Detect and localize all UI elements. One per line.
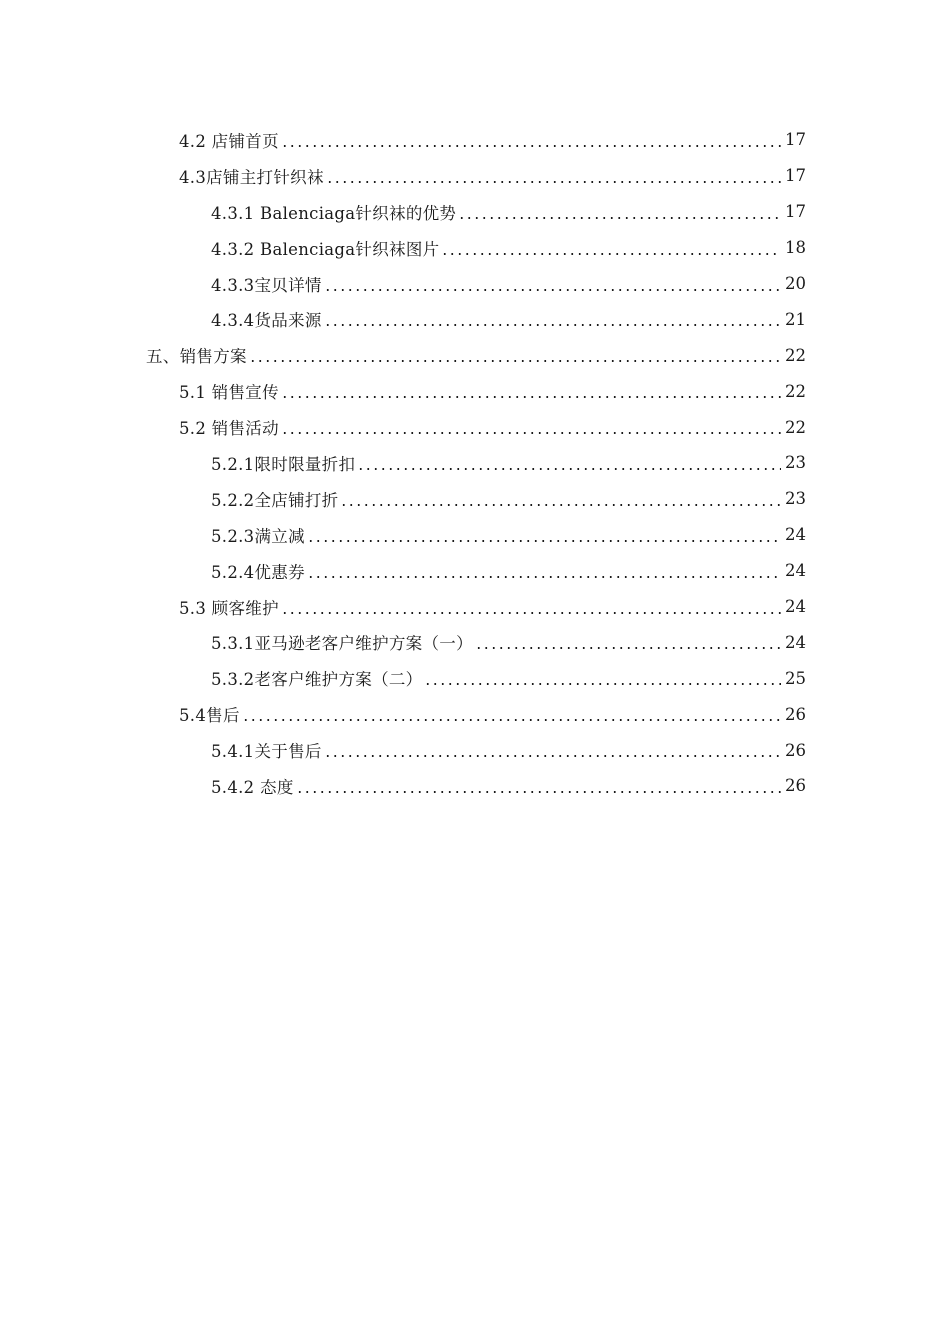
toc-entry[interactable] (0, 409, 950, 445)
toc-entry-title: 4.3.4货品来源 (211, 311, 322, 331)
toc-entry-title: 5.2.3满立减 (211, 526, 305, 546)
toc-entry[interactable] (0, 266, 950, 302)
toc-entry-line (211, 559, 806, 583)
toc-entry[interactable] (0, 732, 950, 768)
toc-entry-title: 五、销售方案 (146, 347, 247, 367)
toc-entry-title: 5.2 销售活动 (179, 419, 279, 439)
toc-entry-line (211, 307, 806, 331)
toc-entry[interactable] (0, 624, 950, 660)
toc-entry-line (211, 666, 806, 690)
toc-entry[interactable] (0, 517, 950, 553)
toc-entry-page-number: 26 (785, 740, 806, 760)
toc-entry-line (211, 272, 806, 296)
toc-entry-title: 4.2 店铺首页 (179, 131, 279, 151)
toc-entry-line (211, 451, 806, 475)
toc-entry-title: 5.1 销售宣传 (179, 383, 279, 403)
toc-entry[interactable] (0, 553, 950, 589)
toc-entry-line (179, 595, 806, 619)
toc-entry[interactable] (0, 301, 950, 337)
toc-entry-title: 5.3.2老客户维护方案（二） (211, 670, 423, 690)
toc-entry-line (179, 379, 806, 403)
toc-entry-title: 5.2.2全店铺打折 (211, 490, 339, 510)
toc-dot-leader (324, 755, 781, 757)
toc-entry-line (179, 415, 806, 439)
toc-entry-title: 5.2.1限时限量折扣 (211, 454, 356, 474)
toc-dot-leader (307, 576, 781, 578)
toc-entry[interactable] (0, 194, 950, 230)
toc-entry[interactable] (0, 230, 950, 266)
toc-entry-title: 5.3.1亚马逊老客户维护方案（一） (211, 634, 473, 654)
toc-entry[interactable] (0, 481, 950, 517)
toc-entry-page-number: 23 (785, 489, 806, 509)
toc-entry[interactable] (0, 445, 950, 481)
toc-entry-page-number: 24 (785, 561, 806, 581)
toc-entry-line (211, 523, 806, 547)
toc-entry-page-number: 17 (785, 166, 806, 186)
toc-dot-leader (357, 468, 781, 470)
toc-entry-title: 4.3店铺主打针织袜 (179, 167, 324, 187)
toc-entry-page-number: 17 (785, 202, 806, 222)
toc-dot-leader (281, 432, 781, 434)
toc-entry-title: 4.3.1 Balenciaga针织袜的优势 (211, 203, 457, 223)
toc-dot-leader (281, 145, 781, 147)
toc-entry[interactable] (0, 122, 950, 158)
toc-dot-leader (296, 791, 781, 793)
toc-entry-page-number: 26 (785, 704, 806, 724)
toc-entry-line (211, 630, 806, 654)
toc-entry-title: 4.3.2 Balenciaga针织袜图片 (211, 239, 440, 259)
toc-entry[interactable] (0, 660, 950, 696)
toc-entry-line (179, 702, 806, 726)
toc-dot-leader (441, 253, 781, 255)
toc-entry-page-number: 24 (785, 632, 806, 652)
toc-entry-line (146, 343, 806, 367)
toc-entry-line (211, 774, 806, 798)
toc-entry[interactable] (0, 696, 950, 732)
toc-entry[interactable] (0, 768, 950, 804)
toc-dot-leader (307, 540, 781, 542)
toc-entry-page-number: 26 (785, 776, 806, 796)
toc-entry-page-number: 23 (785, 453, 806, 473)
toc-entry-page-number: 17 (785, 130, 806, 150)
toc-entry-page-number: 21 (785, 309, 806, 329)
toc-dot-leader (324, 324, 781, 326)
toc-entry-line (179, 164, 806, 188)
toc-entry[interactable] (0, 589, 950, 625)
toc-entry-page-number: 22 (785, 381, 806, 401)
toc-entry-title: 4.3.3宝贝详情 (211, 275, 322, 295)
toc-entry-line (211, 236, 806, 260)
toc-entry-title: 5.2.4优惠券 (211, 562, 305, 582)
toc-dot-leader (326, 181, 781, 183)
toc-dot-leader (424, 683, 781, 685)
toc-entry-line (211, 200, 806, 224)
toc-dot-leader (340, 504, 781, 506)
toc-dot-leader (281, 396, 781, 398)
toc-entry-page-number: 18 (785, 238, 806, 258)
toc-entry-page-number: 20 (785, 274, 806, 293)
toc-entry-page-number: 22 (785, 417, 806, 437)
toc-entry-line (211, 738, 806, 762)
toc-entry-title: 5.4.2 态度 (211, 777, 294, 797)
toc-dot-leader (281, 612, 781, 614)
toc-entry-title: 5.3 顾客维护 (179, 598, 279, 618)
toc-dot-leader (458, 217, 781, 219)
toc-entry-title: 5.4.1关于售后 (211, 742, 322, 762)
toc-entry-line (211, 487, 806, 511)
toc-entry[interactable] (0, 373, 950, 409)
toc-dot-leader (249, 360, 781, 362)
toc-dot-leader (242, 719, 781, 721)
toc-entry-page-number: 24 (785, 525, 806, 545)
toc-entry-page-number: 24 (785, 597, 806, 617)
toc-entry-line (179, 128, 806, 152)
toc-entry-page-number: 25 (785, 668, 806, 688)
toc-entry-title: 5.4售后 (179, 706, 240, 726)
toc-entry-page-number: 22 (785, 345, 806, 365)
toc-dot-leader (324, 289, 781, 291)
toc-entry[interactable] (0, 337, 950, 373)
table-of-contents (0, 122, 950, 804)
toc-entry[interactable] (0, 158, 950, 194)
toc-dot-leader (475, 647, 781, 649)
